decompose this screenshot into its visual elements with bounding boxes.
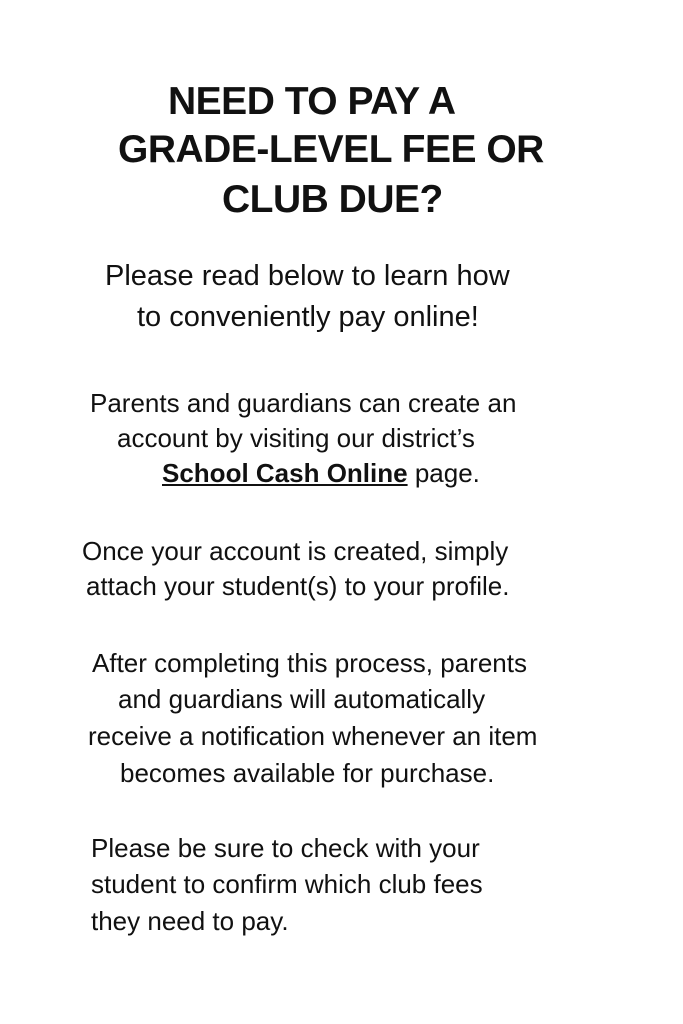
paragraph-line: Once your account is created, simply — [82, 536, 509, 566]
paragraph-line: receive a notification whenever an item — [88, 721, 538, 751]
paragraph-line: attach your student(s) to your profile. — [86, 571, 510, 601]
title-line: GRADE-LEVEL FEE OR — [118, 128, 544, 171]
subtitle-line: Please read below to learn how — [105, 260, 510, 292]
paragraph-line — [162, 460, 480, 486]
paragraph-line: becomes available for purchase. — [120, 758, 495, 788]
paragraph-line: student to confirm which club fees — [91, 869, 483, 899]
paragraph-line: they need to pay. — [91, 906, 289, 936]
school-cash-online-link[interactable]: School Cash Online — [162, 458, 408, 488]
subtitle-line: to conveniently pay online! — [137, 301, 479, 333]
paragraph-text: page. — [407, 458, 480, 488]
paragraph-line: account by visiting our district’s — [117, 423, 475, 453]
title-line: NEED TO PAY A — [168, 80, 456, 123]
paragraph-line: Please be sure to check with your — [91, 833, 480, 863]
paragraph-line: After completing this process, parents — [92, 648, 527, 678]
title-line: CLUB DUE? — [222, 178, 443, 221]
paragraph-line: and guardians will automatically — [118, 684, 486, 714]
paragraph-line: Parents and guardians can create an — [90, 388, 517, 418]
